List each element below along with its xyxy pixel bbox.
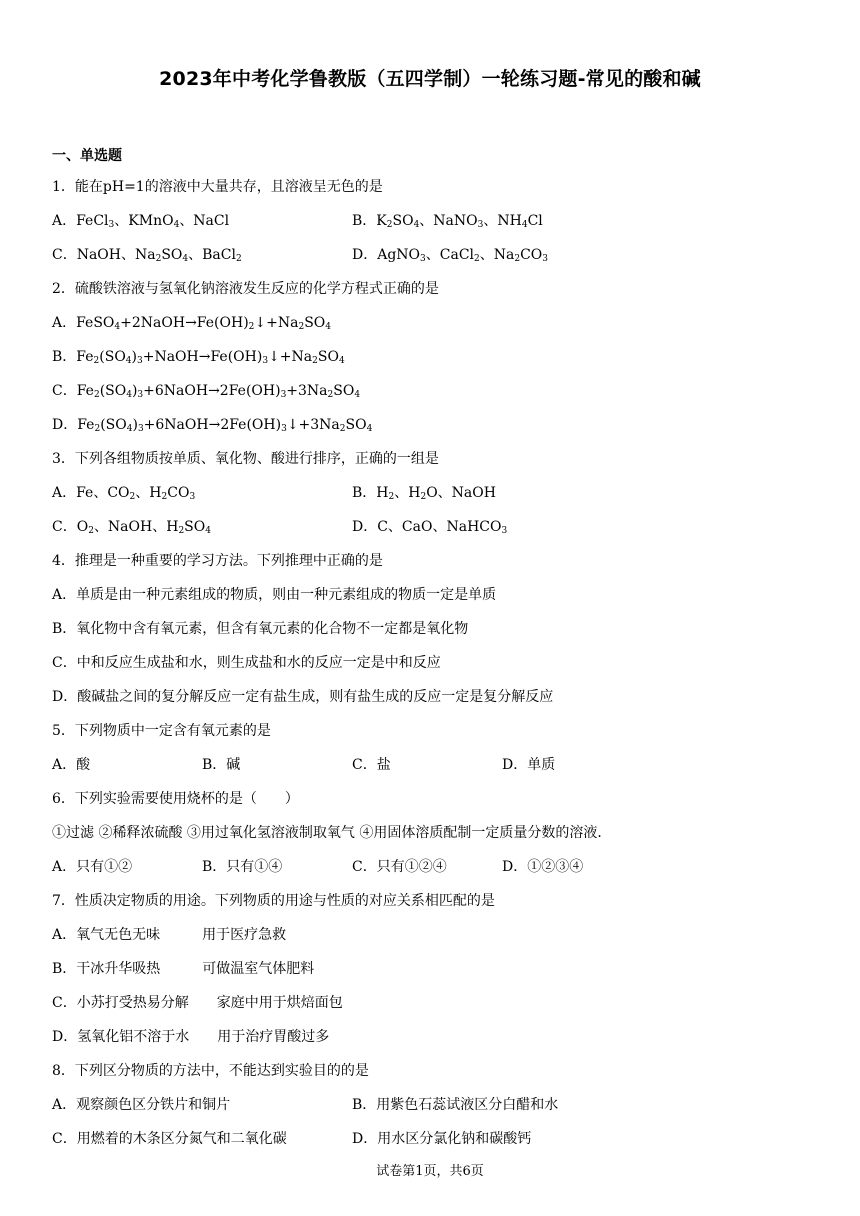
question-block [52,544,822,714]
question-stem: 7．性质决定物质的用途。下列物质的用途与性质的对应关系相匹配的是 [52,893,495,909]
question-block [52,170,822,272]
answer-option: D．氢氧化铝不溶于水 用于治疗胃酸过多 [52,1029,330,1045]
option-row [52,476,822,510]
option-row [52,918,822,952]
answer-option: A．酸 [52,757,91,773]
question-stem: 4．推理是一种重要的学习方法。下列推理中正确的是 [52,553,383,569]
question-block [52,884,822,1054]
answer-option: D．酸碱盐之间的复分解反应一定有盐生成，则有盐生成的反应一定是复分解反应 [52,689,554,705]
option-row [52,680,822,714]
question-list [52,170,822,1156]
answer-option: A．观察颜色区分铁片和铜片 [52,1097,231,1113]
answer-option: D．C、CaO、NaHCO$_3$ [352,519,508,536]
option-row [52,986,822,1020]
answer-option: B．$Fe_2(SO_4)_3+NaOH\to Fe(OH)_3↓+Na_2SO_4$ [52,349,345,366]
question-stem: 5．下列物质中一定含有氧元素的是 [52,723,271,739]
question-extra: ①过滤 ②稀释浓硫酸 ③用过氧化氢溶液制取氧气 ④用固体溶质配制一定质量分数的溶液． [52,825,612,841]
answer-option: A．氧气无色无味 用于医疗急救 [52,927,287,943]
option-row [52,204,822,238]
answer-option: D．$Fe_2(SO_4)_3+6NaOH\to 2Fe(OH)_3↓+3Na_2SO_4$ [52,417,373,434]
option-row [52,374,822,408]
option-row [52,340,822,374]
answer-option: C．只有①②④ [352,859,447,875]
answer-option: A．FeCl$_3$、KMnO$_4$、NaCl [52,213,230,230]
answer-option: A．Fe、$CO_2$、$H_2CO_3$ [52,485,196,502]
answer-option: C．$Fe_2(SO_4)_3+6NaOH\to 2Fe(OH)_3+3Na_2SO_4$ [52,383,361,400]
option-row [52,952,822,986]
option-row [52,408,822,442]
page-footer: 试卷第1页，共6页 [376,1164,484,1179]
answer-option: D．单质 [502,757,556,773]
option-row [52,646,822,680]
answer-option: D．AgNO$_3$、CaCl$_2$、$Na_2CO_3$ [352,247,549,264]
answer-option: C．盐 [352,757,391,773]
answer-option: C．NaOH、$Na_2SO_4$、BaCl$_2$ [52,247,242,264]
option-row [52,1122,822,1156]
question-stem: 2．硫酸铁溶液与氢氧化钠溶液发生反应的化学方程式正确的是 [52,281,439,297]
option-row [52,510,822,544]
answer-option: B．干冰升华吸热 可做温室气体肥料 [52,961,315,977]
answer-option: D．①②③④ [502,859,584,875]
answer-option: B．用紫色石蕊试液区分白醋和水 [352,1097,559,1113]
question-block [52,272,822,442]
option-row [52,612,822,646]
answer-option: D．用水区分氯化钠和碳酸钙 [352,1131,532,1147]
option-row [52,578,822,612]
option-row [52,1020,822,1054]
answer-option: A．单质是由一种元素组成的物质，则由一种元素组成的物质一定是单质 [52,587,497,603]
answer-option: C．用燃着的木条区分氮气和二氧化碳 [52,1131,287,1147]
question-block [52,714,822,782]
answer-option: B．碱 [202,757,241,773]
option-row [52,850,822,884]
option-row [52,238,822,272]
answer-option: A．只有①② [52,859,133,875]
question-block [52,1054,822,1156]
question-stem: 8．下列区分物质的方法中，不能达到实验目的的是 [52,1063,369,1079]
option-row [52,748,822,782]
answer-option: A．$FeSO_4+2NaOH\to Fe(OH)_2↓+Na_2SO_4$ [52,315,331,332]
option-row [52,1088,822,1122]
question-stem: 6．下列实验需要使用烧杯的是（ ） [52,791,299,807]
answer-option: C．中和反应生成盐和水，则生成盐和水的反应一定是中和反应 [52,655,441,671]
answer-option: C．$O_2$、NaOH、$H_2SO_4$ [52,519,211,536]
question-stem: 1．能在pH=1的溶液中大量共存，且溶液呈无色的是 [52,179,383,195]
question-block [52,442,822,544]
answer-option: B．氧化物中含有氧元素，但含有氧元素的化合物不一定都是氧化物 [52,621,469,637]
answer-option: B．$H_2$、$H_2O$、NaOH [352,485,496,502]
answer-option: B．$K_2SO_4$、NaNO$_3$、$NH_4Cl$ [352,213,543,230]
section-heading: 一、单选题 [52,148,122,164]
answer-option: B．只有①④ [202,859,283,875]
question-block [52,782,822,884]
option-row [52,306,822,340]
answer-option: C．小苏打受热易分解 家庭中用于烘焙面包 [52,995,343,1011]
page-title: 2023年中考化学鲁教版（五四学制）一轮练习题-常见的酸和碱 [159,68,701,90]
question-stem: 3．下列各组物质按单质、氧化物、酸进行排序，正确的一组是 [52,451,439,467]
